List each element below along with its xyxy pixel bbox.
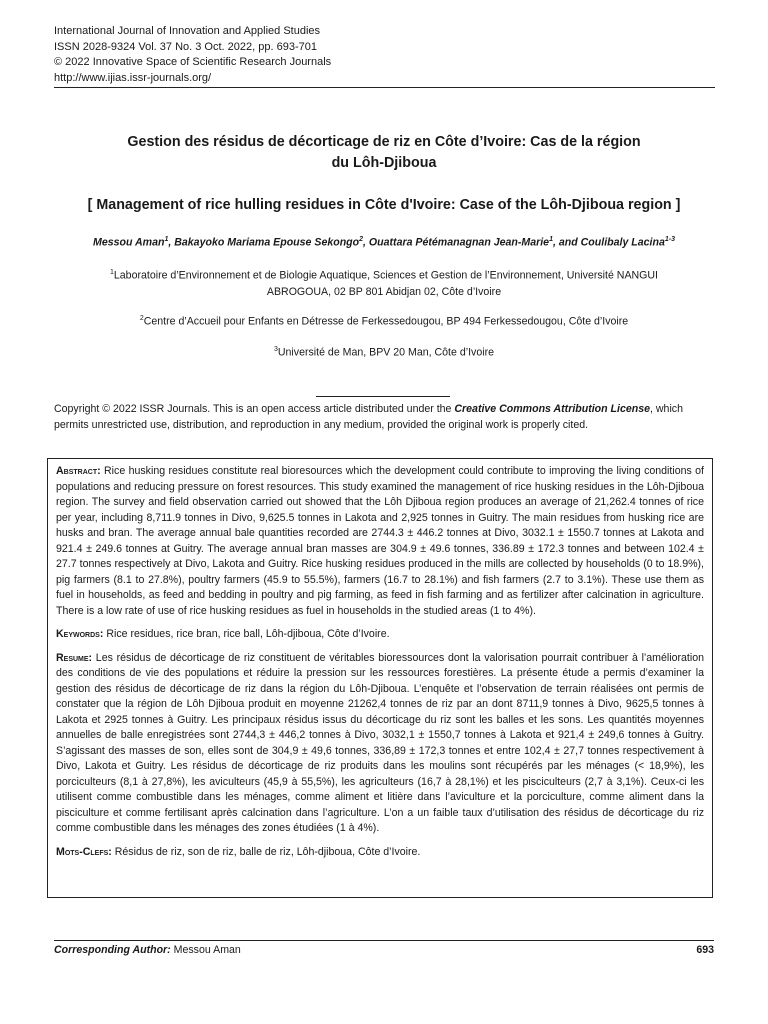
affiliation-3-line1: Université de Man, BPV 20 Man, Côte d’Ivoire	[277, 346, 494, 359]
author-list	[54, 236, 714, 249]
header-divider	[54, 87, 715, 88]
keywords-paragraph	[56, 627, 704, 643]
journal-name: International Journal of Innovation and Applied Studies	[54, 25, 321, 37]
affiliation-1-number: 1	[109, 269, 114, 276]
license-link[interactable]: Creative Commons Attribution License	[454, 403, 651, 415]
affiliation-2-number: 2	[139, 315, 144, 322]
affiliation-3-number: 3	[273, 346, 278, 353]
author-1: Messou Aman	[93, 236, 165, 249]
abstract-label: Abstract:	[56, 465, 101, 477]
author-separator: ,	[363, 236, 369, 249]
keywords-label: Keywords:	[56, 628, 104, 640]
author-2: Bakayoko Mariama Epouse Sekongo	[174, 236, 360, 249]
title-french-line1: Gestion des résidus de décorticage de riz en Côte d’Ivoire: Cas de la région	[127, 134, 641, 150]
author-2-affiliation: 2	[359, 236, 364, 243]
journal-url[interactable]: http://www.ijias.issr-journals.org/	[54, 71, 212, 84]
author-4: Coulibaly Lacina	[580, 236, 665, 249]
abstract-box	[47, 458, 713, 898]
title-english: [ Management of rice hulling residues in Côte d'Ivoire: Case of the Lôh-Djiboua region ]	[87, 197, 681, 213]
copyright-text-after: , which permits unrestricted use, distribution, and reproduction in any medium, provided the original work is properly cited.	[54, 403, 683, 431]
corresponding-author-name: Messou Aman	[173, 944, 241, 956]
corresponding-author-label: Corresponding Author:	[54, 944, 171, 956]
resume-text: Les résidus de décorticage de riz constituent de véritables bioressources dont la valorisation pourrait contribuer à l’amélioration des conditions de vie des populations et réduire la pression sur les ressources forestières. La présente étude a permis d’examiner la gestion des résidus de décorticage de riz dans la région du Lôh-Djiboua. L’enquête et l’observation de terrain réalisées ont permis de constater que la région de Lôh Djiboua produit en moyenne 21262,4 tonnes de riz par an dont 8711,9 tonnes à Divo, 9625,5 tonnes à Lakota et 2925 tonnes à Guitry. Les principaux résidus issus du décorticage du riz sont les balles et les sons. Les quantités moyennes annuelles de balle enregistrées sont 2744,3 ± 446,2 tonnes à Divo, 3032,1 ± 1550,7 tonnes à Lakota et 921,4 ± 249,6 tonnes à Guitry. S’agissant des masses de son, elles sont de 304,9 ± 49,6 tonnes, 336,89 ± 172,3 tonnes et entre 102,4 ± 27,7 tonnes respectivement à Divo, Lakota et Guitry. Les résidus de décorticage de riz produits dans les moulins sont récupérés par les ménages (< 18,9%), les porciculteurs (8,1 à 27,8%), les aviculteurs (45,9 à 55,5%), les agriculteurs (16,7 à 28,1%) et les pisciculteurs (2,7 à 3,1%). Ceux-ci les utilisent comme combustible dans les ménages, comme aliment et litière dans l’aviculture et la porciculture, comme aliment dans la pisciculture et comme fertilisant après calcination dans l’agriculture. L’on a un faible taux d’utilisation des résidus de décorticage du riz comme combustible dans les ménages des zones étudiées (1 à 4%).	[56, 651, 704, 834]
page-number: 693	[696, 944, 714, 956]
keywords-text: Rice residues, rice bran, rice ball, Lôh-djiboua, Côte d’Ivoire.	[106, 628, 390, 640]
affiliation-2	[60, 311, 708, 330]
mots-clefs-text: Résidus de riz, son de riz, balle de riz, Lôh-djiboua, Côte d’Ivoire.	[114, 845, 421, 858]
footer-divider	[54, 940, 714, 941]
resume-paragraph	[56, 651, 704, 837]
resume-label: Resume:	[56, 651, 93, 664]
author-4-affiliation: 1-3	[664, 236, 675, 243]
author-separator: ,	[168, 236, 175, 249]
copyright-divider	[316, 396, 450, 397]
corresponding-author	[54, 944, 241, 956]
mots-clefs-paragraph	[56, 845, 704, 861]
affiliation-1-line1: Laboratoire d’Environnement et de Biologie Aquatique, Sciences et Gestion de l’Environnement, Université NANGUI	[113, 269, 659, 282]
author-3: Ouattara Pétémanagnan Jean-Marie	[368, 236, 550, 249]
author-separator: , and	[552, 236, 581, 249]
publisher-copyright: © 2022 Innovative Space of Scientific Research Journals	[54, 56, 332, 68]
title-french-line2: du Lôh-Djiboua	[331, 155, 437, 171]
mots-clefs-label: Mots-Clefs:	[56, 845, 112, 858]
title-french	[54, 132, 714, 174]
copyright-notice	[54, 401, 714, 433]
affiliation-1	[60, 265, 708, 300]
affiliation-1-line2: ABROGOUA, 02 BP 801 Abidjan 02, Côte d’Ivoire	[266, 285, 502, 298]
copyright-text-before: Copyright © 2022 ISSR Journals. This is an open access article distributed under the	[54, 403, 455, 415]
affiliation-2-line1: Centre d’Accueil pour Enfants en Détresse de Ferkessedougou, BP 494 Ferkessedougou, Côte d’Ivoire	[143, 315, 629, 328]
issn-line: ISSN 2028-9324 Vol. 37 No. 3 Oct. 2022, pp. 693-701	[54, 40, 317, 53]
author-1-affiliation: 1	[164, 236, 169, 243]
author-3-affiliation: 1	[549, 236, 553, 243]
abstract-paragraph	[56, 464, 704, 619]
abstract-text: Rice husking residues constitute real bioresources which the development could contribute to improving the living conditions of populations and reducing pressure on forest resources. This study examined the management of rice husking residues in the Lôh-Djiboua region. The survey and field observation carried out showed that the Lôh Djiboua region produces an average of 21,262.4 tonnes of rice per year, including 8,711.9 tonnes in Divo, 9,625.5 tonnes in Lakota and 2,925 tonnes in Guitry. The main residues from husking rice are husks and bran. The average annual bale quantities recorded are 2744.3 ± 446.2 tonnes at Divo, 3032.1 ± 1550.7 tonnes at Lakota and 921.4 ± 249.6 tonnes at Guitry. The average annual bran masses are 304.9 ± 49.6 tonnes, 336.89 ± 172.3 tonnes and between 102.4 ± 27.7 tonnes respectively at Divo, Lakota and Guitry. Rice husking residues produced in the mills are collected by households (0 to 18.9%), pig farmers (8.1 to 27.8%), poultry farmers (45.9 to 55.5%), farmers (16.7 to 28.1%) and fish farmers (2.7 to 3.1%). These use them as fuel in households, as feed and bedding in poultry and pig farming, as feed in fish farming and as fertilizer after calcination in agriculture. There is a low rate of use of rice husking residues as fuel in households in the studied areas (1 to 4%).	[56, 465, 704, 617]
journal-header	[54, 24, 714, 86]
affiliation-3	[60, 342, 708, 361]
